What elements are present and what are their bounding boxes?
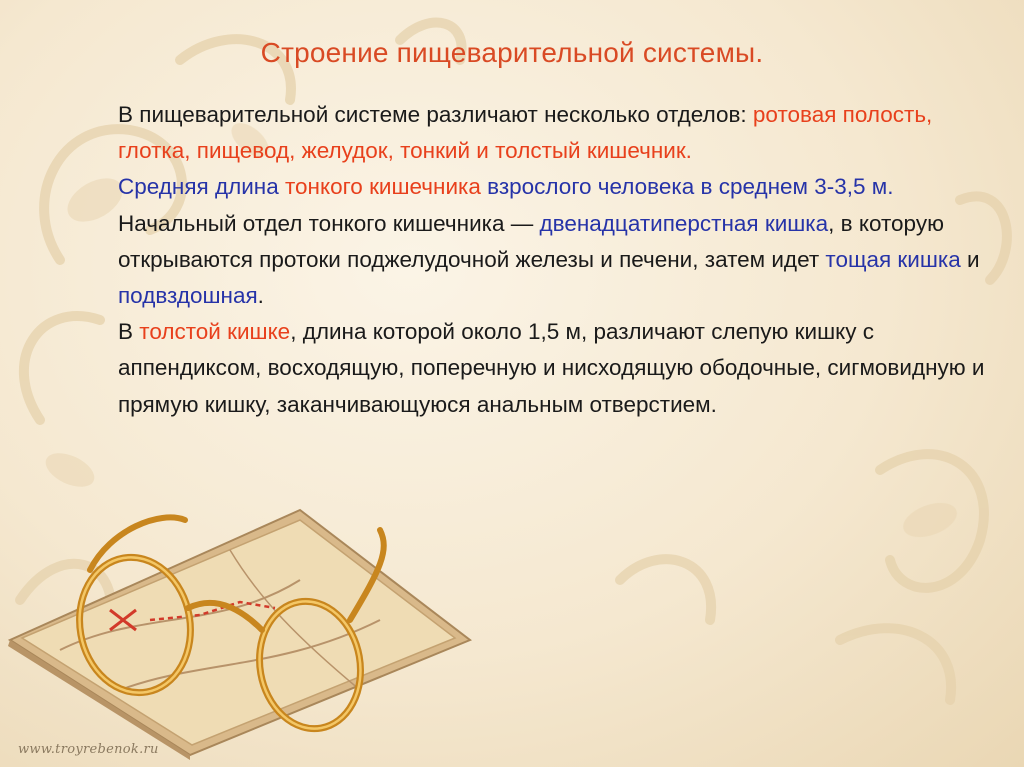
paragraph-2-segment: двенадцатиперстная кишка bbox=[539, 210, 829, 236]
paragraph-1 bbox=[118, 97, 998, 169]
paragraph-1-segment: ротовая полость, глотка, пищевод, желудок, тонкий и толстый кишечник. bbox=[118, 102, 933, 164]
paragraph-2-segment: Средняя длина bbox=[118, 174, 285, 200]
slide-body bbox=[118, 97, 998, 423]
paragraph-2 bbox=[118, 169, 998, 314]
watermark-text: www.troyrebenok.ru bbox=[18, 742, 159, 757]
paragraph-2-segment: Начальный отдел тонкого кишечника — bbox=[118, 210, 540, 236]
map-book bbox=[8, 510, 470, 760]
paragraph-2-segment: тонкого кишечника bbox=[284, 174, 481, 200]
paragraph-3 bbox=[118, 314, 998, 423]
paragraph-1-segment: В пищеварительной системе различают несколько отделов: bbox=[118, 102, 753, 127]
paragraph-2-segment: и bbox=[960, 246, 980, 272]
paragraph-2-segment: , в которую открываются протоки поджелудочной железы и печени, затем идет bbox=[118, 210, 944, 272]
paragraph-2-segment: . bbox=[257, 283, 264, 309]
paragraph-2-segment: подвздошная bbox=[118, 283, 258, 309]
slide-title: Строение пищеварительной системы. bbox=[260, 37, 764, 68]
paragraph-3-segment: В bbox=[118, 319, 140, 345]
paragraph-3-segment: , длина которой около 1,5 м, различают слепую кишку с аппендиксом, восходящую, поперечную и нисходящую ободочные, сигмовидную и прямую кишку, заканчивающуюся анальным отверстием. bbox=[118, 319, 985, 417]
glasses-on-map-illustration bbox=[0, 490, 520, 760]
paragraph-2-segment: взрослого человека в среднем 3-3,5 м. bbox=[480, 174, 894, 200]
paragraph-2-segment: тощая кишка bbox=[825, 246, 961, 272]
paragraph-3-segment: толстой кишке bbox=[139, 319, 291, 345]
